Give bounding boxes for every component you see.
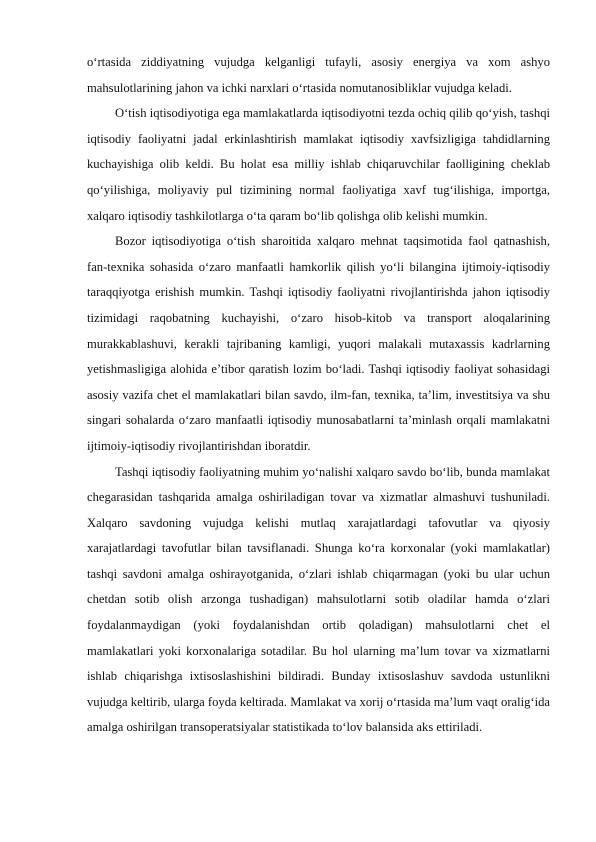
body-text xyxy=(87,50,550,741)
paragraph-transition-economy: O‘tish iqtisodiyotiga ega mamlakatlarda iqtisodiyotni tezda ochiq qilib qo‘yish, tashqi iqtisodiy faoliyatni jadal erkinlashtirish mamlakat iqtisodiy xavfsizligiga tahdidlarning kuchayishiga olib keldi. Bu holat esa milliy ishlab chiqaruvchilar faolligining cheklab qo‘yilishiga, moliyaviy pul tizimining normal faoliyatiga xavf tug‘ilishiga, importga, xalqaro iqtisodiy tashkilotlarga o‘ta qaram bo‘lib qolishga olib kelishi mumkin. xyxy=(87,106,550,223)
paragraph-continuation: o‘rtasida ziddiyatning vujudga kelganligi tufayli, asosiy energiya va xom ashyo mahsulotlarining jahon va ichki narxlari o‘rtasida nomutanosibliklar vujudga keladi. xyxy=(87,55,550,95)
paragraph-international-trade: Tashqi iqtisodiy faoliyatning muhim yo‘nalishi xalqaro savdo bo‘lib, bunda mamlakat chegarasidan tashqarida amalga oshiriladigan tovar va xizmatlar almashuvi tushuniladi. Xalqaro savdoning vujudga kelishi mutlaq xarajatlardagi tafovutlar va qiyosiy xarajatlardagi tavofutlar bilan tavsiflanadi. Shunga ko‘ra korxonalar (yoki mamlakatlar) tashqi savdoni amalga oshirayotganida, o‘zlari ishlab chiqarmagan (yoki bu ular uchun chetdan sotib olish arzonga tushadigan) mahsulotlarni sotib oladilar hamda o‘zlari foydalanmaydigan (yoki foydalanishdan ortib qoladigan) mahsulotlarni chet el mamlakatlari yoki korxonalariga sotadilar. Bu hol ularning ma’lum tovar va xizmatlarni ishlab chiqarishga ixtisoslashishini bildiradi. Bunday ixtisoslashuv savdoda ustunlikni vujudga keltirib, ularga foyda keltirada. Mamlakat va xorij o‘rtasida ma’lum vaqt oralig‘ida amalga oshirilgan transoperatsiyalar statistikada to‘lov balansida aks ettiriladi. xyxy=(87,464,550,735)
paragraph-market-economy: Bozor iqtisodiyotiga o‘tish sharoitida xalqaro mehnat taqsimotida faol qatnashish, fan-texnika sohasida o‘zaro manfaatli hamkorlik qilish yo‘li bilangina ijtimoiy-iqtisodiy taraqqiyotga erishish mumkin. Tashqi iqtisodiy faoliyatni rivojlantirishda jahon iqtisodiy tizimidagi raqobatning kuchayishi, o‘zaro hisob-kitob va transport aloqalarining murakkablashuvi, kerakli tajribaning kamligi, yuqori malakali mutaxassis kadrlarning yetishmasligiga alohida e’tibor qaratish lozim bo‘ladi. Tashqi iqtisodiy faoliyat sohasidagi asosiy vazifa chet el mamlakatlari bilan savdo, ilm-fan, texnika, ta’lim, investitsiya va shu singari sohalarda o‘zaro manfaatli iqtisodiy munosabatlarni ta’minlash orqali mamlakatni ijtimoiy-iqtisodiy rivojlantirishdan iboratdir. xyxy=(87,234,550,453)
